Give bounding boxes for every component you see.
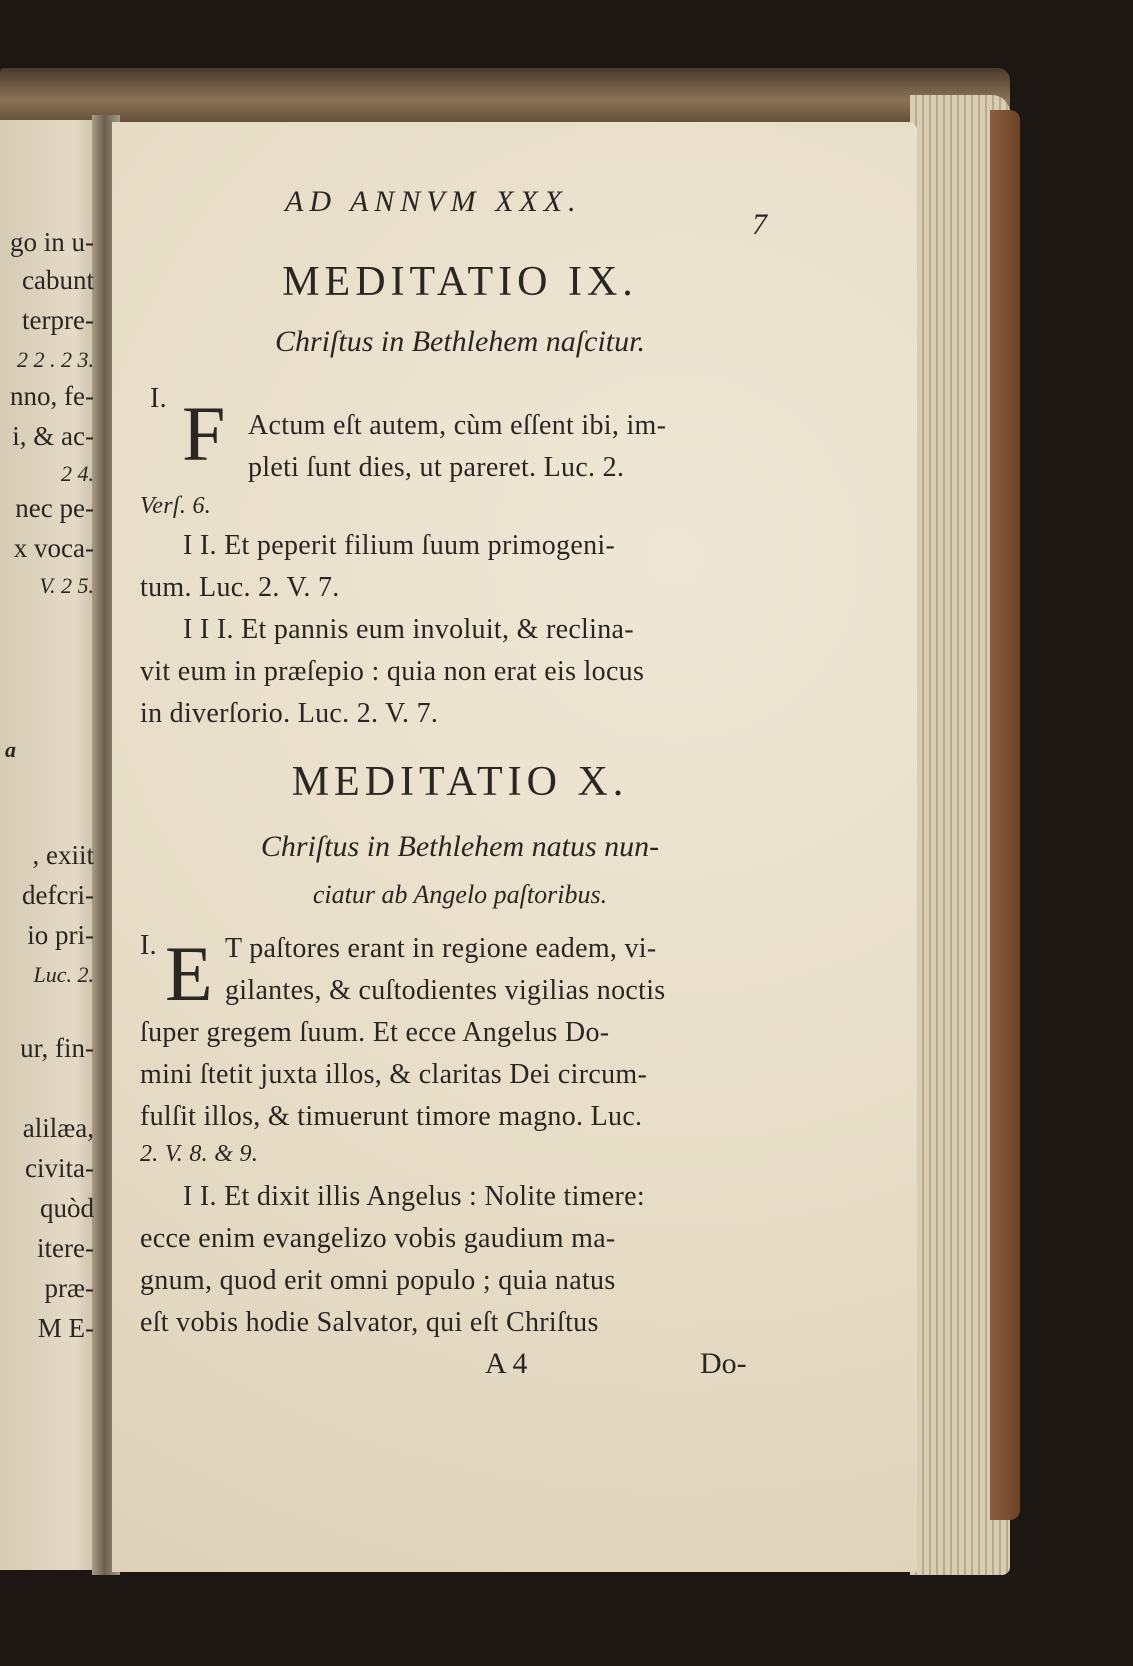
text-line: ecce enim evangelizo vobis gaudium ma- — [140, 1223, 616, 1254]
verse-number: I. — [140, 930, 157, 961]
book-spine-top — [0, 68, 1010, 126]
text-line: in diverſorio. Luc. 2. V. 7. — [140, 698, 439, 729]
drop-cap: F — [182, 390, 226, 477]
text-line: gnum, quod erit omni populo ; quia natus — [140, 1265, 616, 1296]
left-fragment: a — [5, 737, 16, 762]
left-fragment: Luc. 2. — [33, 962, 94, 987]
catchword: Do- — [700, 1347, 747, 1380]
text-line: I I. Et peperit filium ſuum primogeni- — [183, 530, 616, 561]
left-fragment: 2 2 . 2 3. — [17, 347, 94, 372]
left-fragment: itere- — [37, 1233, 94, 1263]
left-fragment: ur, fin- — [20, 1033, 94, 1063]
running-head: AD ANNVM XXX. — [285, 185, 582, 218]
text-line: pleti ſunt dies, ut pareret. Luc. 2. — [248, 452, 625, 483]
text-line: 2. V. 8. & 9. — [140, 1141, 259, 1167]
text-line: eſt vobis hodie Salvator, qui eſt Chriſtus — [140, 1307, 599, 1338]
meditation-9-title: MEDITATIO IX. — [282, 259, 638, 305]
left-fragment: V. 2 5. — [39, 573, 94, 598]
left-fragment: , exiit — [32, 840, 94, 870]
left-fragment: præ- — [44, 1273, 94, 1303]
left-fragment: 2 4. — [61, 461, 94, 486]
text-line: Actum eſt autem, cùm eſſent ibi, im- — [248, 410, 667, 441]
meditation-10-subtitle: Chriſtus in Bethlehem natus nun- — [260, 830, 660, 863]
meditation-10-title: MEDITATIO X. — [291, 759, 629, 805]
left-fragment: go in u- — [10, 227, 94, 257]
page-number: 7 — [752, 208, 767, 241]
left-fragment: nno, fe- — [10, 381, 94, 411]
text-line: ſuper gregem ſuum. Et ecce Angelus Do- — [140, 1017, 610, 1048]
left-fragment: M E- — [37, 1313, 94, 1343]
meditation-10-subtitle: ciatur ab Angelo paſtoribus. — [312, 880, 608, 909]
text-line: I I I. Et pannis eum involuit, & reclina- — [183, 614, 634, 645]
text-line: vit eum in præſepio : quia non erat eis locus — [140, 656, 645, 687]
text-line: I I. Et dixit illis Angelus : Nolite timere: — [183, 1181, 645, 1212]
left-fragment: alilæa, — [22, 1113, 94, 1143]
fore-edge-stain — [990, 110, 1020, 1520]
left-fragment: quòd — [40, 1193, 94, 1223]
text-line: fulſit illos, & timuerunt timore magno. Luc. — [140, 1101, 643, 1132]
left-fragment: i, & ac- — [12, 421, 94, 451]
text-line: tum. Luc. 2. V. 7. — [140, 572, 340, 603]
meditation-9-subtitle: Chriſtus in Bethlehem naſcitur. — [275, 325, 645, 358]
text-line: T paſtores erant in regione eadem, vi- — [225, 933, 657, 964]
text-line: gilantes, & cuſtodientes vigilias noctis — [225, 975, 666, 1006]
left-fragment: defcri- — [22, 880, 94, 910]
text-line: mini ſtetit juxta illos, & claritas Dei circum- — [140, 1059, 648, 1090]
left-fragment: cabunt — [22, 265, 94, 295]
left-fragment: x voca- — [13, 533, 94, 563]
left-fragment: civita- — [25, 1153, 94, 1183]
left-fragment: nec pe- — [15, 493, 94, 523]
left-fragment: io pri- — [27, 920, 94, 950]
signature-mark: A 4 — [485, 1347, 528, 1380]
left-fragment: terpre- — [22, 305, 94, 335]
verse-number: I. — [150, 383, 167, 414]
text-line: Verſ. 6. — [140, 493, 212, 519]
drop-cap: E — [165, 930, 213, 1017]
